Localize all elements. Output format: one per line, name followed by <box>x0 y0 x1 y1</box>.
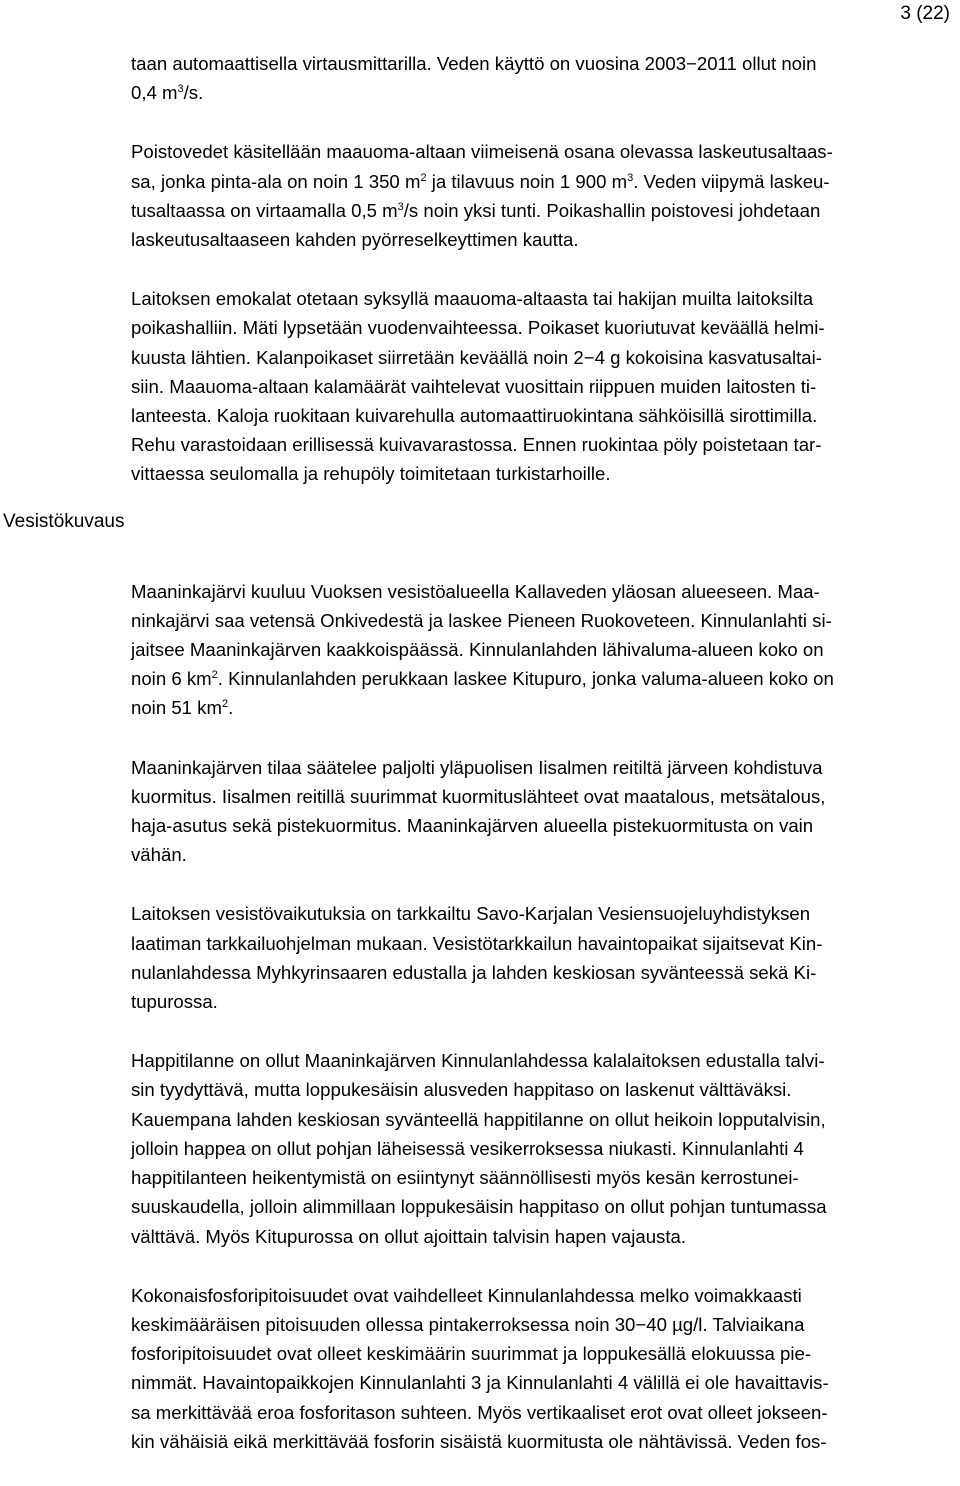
paragraph-loading-sources: Maaninkajärven tilaa säätelee paljolti yläpuolisen Iisalmen reitiltä järveen kohdistuva kuormitus. Iisalmen reitillä suurimmat kuormituslähteet ovat maatalous, metsätalous, haja-asutus sekä pistekuormitus. Maaninkajärven alueella pistekuormitusta on vain vähän. <box>131 756 826 866</box>
paragraph-phosphorus: Kokonaisfosforipitoisuudet ovat vaihdelleet Kinnulanlahdessa melko voimakkaasti keskimääräisen pitoisuuden ollessa pintakerroksessa noin 30−40 µg/l. Talviaikana fosforipitoisuudet ovat olleet keskimäärin suurimmat ja loppukesällä elokuussa pie- nimmät. Havaintopaikkojen Kinnulanlahti 3 ja Kinnulanlahti 4 välillä ei ole havaittavis- sa merkittävää eroa fosforitason suhteen. Myös vertikaaliset erot ovat olleet jokseen- kin vähäisiä eikä merkittävää fosforin sisäistä kuormitusta ole nähtävissä. Veden fos- <box>131 1284 829 1452</box>
paragraph-fish-farming: Laitoksen emokalat otetaan syksyllä maauoma-altaasta tai hakijan muilta laitoksilta poikashalliin. Mäti lypsetään vuodenvaihteessa. Poikaset kuoriutuvat keväällä helmi- kuusta lähtien. Kalanpoikaset siirretään keväällä noin 2−4 g kokoisina kasvatusaltai- siin. Maauoma-altaan kalamäärät vaihtelevat vuosittain riippuen muiden laitosten ti- lanteesta. Kaloja ruokitaan kuivarehulla automaattiruokintana sähköisillä sirottimilla. Rehu varastoidaan erillisessä kuivavarastossa. Ennen ruokintaa pöly poistetaan tar- vittaessa seulomalla ja rehupöly toimitetaan turkistarhoille. <box>131 288 825 485</box>
document-body <box>131 49 952 1486</box>
section-heading: Vesistökuvaus <box>3 511 125 532</box>
paragraph-water-use: taan automaattisella virtausmittarilla. Veden käyttö on vuosina 2003−2011 ollut noin 0,4 $m^3/s$. <box>131 53 817 104</box>
paragraph-monitoring: Laitoksen vesistövaikutuksia on tarkkailtu Savo-Karjalan Vesiensuojeluyhdistyksen laatiman tarkkailuohjelman mukaan. Vesistötarkkailun havaintopaikat sijaitsevat Kin- nulanlahdessa Myhkyrinsaaren edustalla ja lahden keskiosan syvänteessä sekä Ki- tupurossa. <box>131 903 823 1013</box>
paragraph-lake-description: Maaninkajärvi kuuluu Vuoksen vesistöalueella Kallaveden yläosan alueeseen. Maa- ninkajärvi saa vetensä Onkivedestä ja laskee Pieneen Ruokoveteen. Kinnulanlahti si- jaitsee Maaninkajärven kaakkoispäässä. Kinnulanlahden lähivaluma-alueen koko on noin 6 $km^2$. Kinnulanlahden perukkaan laskee Kitupuro, jonka valuma-alueen koko on noin 51 $km^2$. <box>131 580 834 719</box>
page-number: 3 (22) <box>900 3 950 24</box>
paragraph-oxygen: Happitilanne on ollut Maaninkajärven Kinnulanlahdessa kalalaitoksen edustalla talvi- sin tyydyttävä, mutta loppukesäisin alusveden happitaso on laskenut välttäväksi. Kauempana lahden keskiosan syvänteellä happitilanne on ollut heikoin lopputalvisin, jolloin happea on ollut pohjan läheisessä vesikerroksessa niukasti. Kinnulanlahti 4 happitilanteen heikentymistä on esiintynyt säännöllisesti myös kesän kerrostunei- suuskaudella, jolloin alimmillaan loppukesäisin happitaso on ollut pohjan tuntumassa välttävä. Myös Kitupurossa on ollut ajoittain talvisin hapen vajausta. <box>131 1050 827 1247</box>
paragraph-wastewater-treatment: Poistovedet käsitellään maauoma-altaan viimeisenä osana olevassa laskeutusaltaas- sa, jonka pinta-ala on noin 1 350 $m^2$ ja tilavuus noin 1 900 $m^3$. Veden viipymä laskeu- tusaltaassa on virtaamalla 0,5 $m^3/s$ noin yksi tunti. Poikashallin poistovesi johdetaan laskeutusaltaaseen kahden pyörreselkeyttimen kautta. <box>131 141 833 251</box>
